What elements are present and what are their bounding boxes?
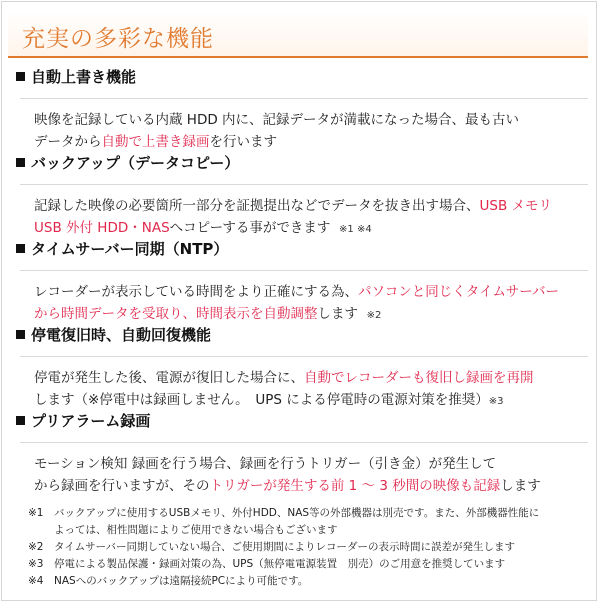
highlight-text: USB メモリ: [479, 198, 553, 214]
footnotes: [28, 505, 588, 590]
section-body: 停電が発生した後、電源が復旧した場合に、自動でレコーダーも復旧し録画を再開 します（※停電中は録画しません。 UPS による停電時の電源対策を推奨）※3: [20, 356, 588, 421]
section-heading: プリアラーム録画: [8, 410, 588, 432]
highlight-text: パソコンと同じくタイムサーバー: [358, 284, 560, 300]
footnote: よっては、相性問題によりご使用できない場合もございます: [54, 524, 338, 536]
highlight-text: から時間データを受取り、時間表示を自動調整: [34, 306, 318, 322]
footnote: ※3 停電による製品保護・録画対策の為、UPS（無停電電源装置 別売）のご用意を推奨しています: [28, 558, 506, 570]
section-body: モーション検知 録画を行う場合、録画を行うトリガー（引き金）が発生して から録画を行いますが、そのトリガーが発生する前 1 ～ 3 秒間の映像も記録します: [20, 442, 588, 505]
square-bullet-icon: [16, 158, 25, 167]
footnote-ref: ※3: [488, 396, 504, 407]
square-bullet-icon: [16, 244, 25, 253]
highlight-text: トリガーが発生する前 1 ～ 3 秒間の映像も記録: [209, 478, 501, 494]
footnote: ※4 NASへのバックアップは遠隔接続PCにより可能です。: [28, 575, 309, 587]
section-heading: タイムサーバー同期（NTP）: [8, 238, 588, 260]
page-title: 充実の多彩な機能: [22, 26, 214, 52]
section-ntp: [8, 238, 588, 335]
highlight-text: 自動でレコーダーも復旧し録画を再開: [304, 370, 534, 386]
section-body: 映像を記録している内蔵 HDD 内に、記録データが満載になった場合、最も古い データから自動で上書き録画を行います: [20, 98, 588, 161]
highlight-text: 自動で上書き録画: [101, 134, 210, 150]
title-bar: [8, 12, 588, 58]
footnote: ※1 バックアップに使用するUSBメモリ、外付HDD、NAS等の外部機器は別売です。また、外部機器性能に: [28, 507, 540, 519]
footnote: ※2 タイムサーバー同期していない場合、ご使用期間によりレコーダーの表示時間に誤差が発生します: [28, 541, 516, 553]
square-bullet-icon: [16, 72, 25, 81]
section-body: 記録した映像の必要箇所一部分を証拠提出などでデータを抜き出す場合、USB メモリ USB 外付 HDD・NASへコピーする事ができます ※1 ※4: [20, 184, 588, 249]
section-backup: [8, 152, 588, 249]
section-power-recovery: [8, 324, 588, 421]
section-auto-overwrite: [8, 66, 588, 161]
section-body: レコーダーが表示している時間をより正確にする為、パソコンと同じくタイムサーバー から時間データを受取り、時間表示を自動調整します ※2: [20, 270, 588, 335]
square-bullet-icon: [16, 416, 25, 425]
section-pre-alarm: [8, 410, 588, 505]
highlight-text: USB 外付 HDD・NAS: [34, 220, 170, 236]
square-bullet-icon: [16, 330, 25, 339]
footnote-ref: ※2: [366, 310, 382, 321]
section-heading: バックアップ（データコピー）: [8, 152, 588, 174]
section-heading: 自動上書き機能: [8, 66, 588, 88]
footnote-ref: ※1 ※4: [339, 224, 372, 235]
section-heading: 停電復旧時、自動回復機能: [8, 324, 588, 346]
